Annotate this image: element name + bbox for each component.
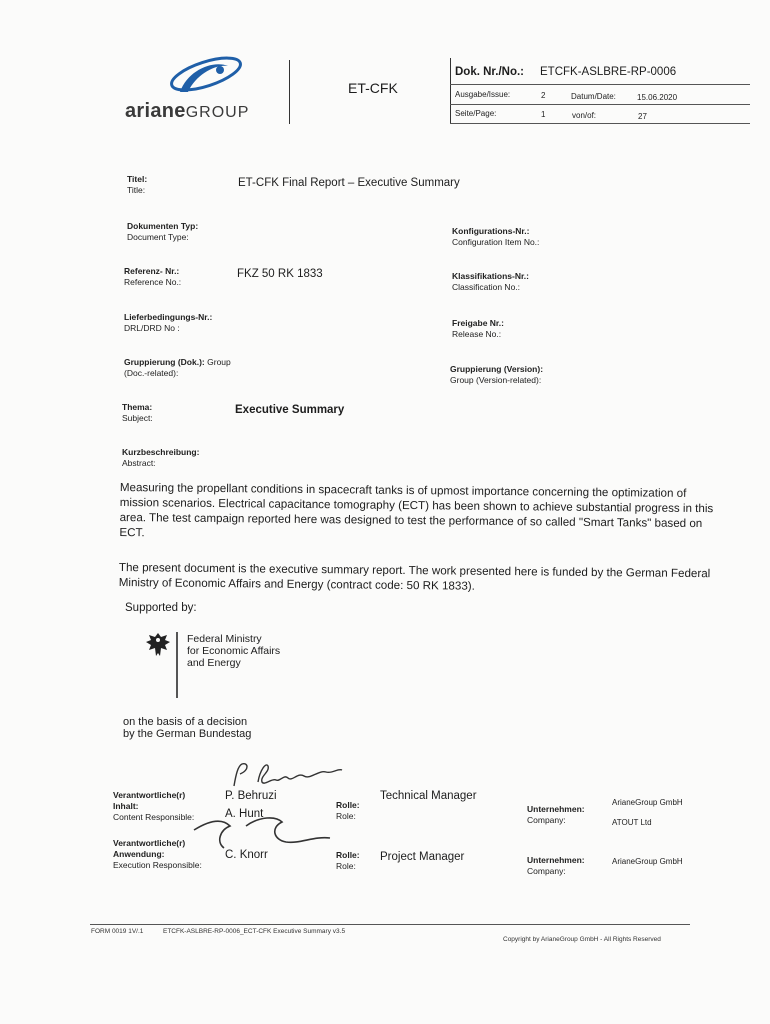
header-rule-2 [450, 104, 750, 105]
project-name: ET-CFK [348, 80, 398, 96]
exec-resp-label-de: Verantwortliche(r) [113, 838, 186, 848]
header-divider-left [289, 60, 290, 124]
logo-text-ariane: ariane [125, 100, 186, 122]
of-label: von/of: [572, 111, 597, 120]
ministry-line-2: for Economic Affairs [187, 645, 281, 657]
abstract-label-de: Kurzbeschreibung: [122, 447, 200, 457]
class-label-de: Klassifikations-Nr.: [452, 271, 529, 281]
drl-label-de: Lieferbedingungs-Nr.: [124, 312, 213, 322]
of-value: 27 [638, 112, 647, 121]
doctype-label-en: Document Type: [127, 232, 189, 242]
ministry-line-3: and Energy [187, 657, 241, 669]
role-label-de-1: Rolle: [336, 800, 360, 810]
ref-label-de: Referenz- Nr.: [124, 266, 180, 276]
footer-copyright: Copyright by ArianeGroup GmbH - All Rights Reserved [503, 936, 661, 943]
role-technical-manager: Technical Manager [380, 790, 477, 802]
group-label-suffix: Group [207, 357, 231, 367]
abstract-paragraph-2: The present document is the executive summary report. The work presented here is funded by the German Federal Ministry of Economic Affairs and Energy (contract code: 50 RK 1833). [118, 560, 711, 593]
ministry-line-1: Federal Ministry [187, 633, 262, 645]
issue-value: 2 [541, 91, 546, 100]
date-label: Datum/Date: [571, 92, 616, 101]
ministry-divider [176, 632, 178, 698]
class-label-en: Classification No.: [452, 282, 521, 292]
doctype-label-de: Dokumenten Typ: [127, 221, 199, 231]
drl-label-en: DRL/DRD No : [124, 323, 180, 333]
content-resp-label-de: Verantwortliche(r) [113, 790, 186, 800]
arianegroup-swoosh-icon [158, 52, 248, 102]
company-arianegroup-1: ArianeGroup GmbH [612, 798, 683, 807]
company-label-de-1: Unternehmen: [527, 804, 585, 814]
logo-text-group: GROUP [185, 104, 250, 121]
content-resp-label-de2: Inhalt: [113, 801, 139, 811]
date-value: 15.06.2020 [637, 93, 678, 102]
release-label-de: Freigabe Nr.: [452, 318, 504, 328]
header-rule-3 [450, 123, 750, 124]
content-resp-label-en: Content Responsible: [113, 812, 195, 822]
exec-resp-label-de2: Anwendung: [113, 849, 165, 859]
arianegroup-logo [125, 52, 285, 124]
abstract-label-en: Abstract: [122, 458, 156, 468]
config-label-de: Konfigurations-Nr.: [452, 226, 530, 236]
group-label-de: Gruppierung (Dok.): [124, 357, 205, 367]
config-label-en: Configuration Item No.: [452, 237, 540, 247]
subject-label-en: Subject: [122, 413, 153, 423]
title-value: ET-CFK Final Report – Executive Summary [238, 177, 460, 189]
supported-by: Supported by: [125, 602, 197, 614]
company-label-en-2: Company: [527, 866, 566, 876]
groupv-label-en: Group (Version-related): [450, 375, 542, 385]
federal-eagle-icon [143, 630, 173, 660]
page-value: 1 [541, 110, 546, 119]
footer-file: ETCFK-ASLBRE-RP-0006_ECT-CFK Executive Summary v3.5 [163, 928, 346, 935]
groupv-label-de: Gruppierung (Version): [450, 364, 544, 374]
role-label-en-2: Role: [336, 861, 356, 871]
header-divider-right [450, 58, 451, 124]
issue-label: Ausgabe/Issue: [455, 90, 511, 99]
footer-rule [90, 924, 690, 925]
page-label: Seite/Page: [455, 109, 497, 118]
decision-line-1: on the basis of a decision [123, 716, 248, 728]
title-label-de: Titel: [127, 174, 148, 184]
role-label-en-1: Role: [336, 811, 356, 821]
subject-value: Executive Summary [235, 404, 345, 416]
decision-line-2: by the German Bundestag [123, 728, 252, 740]
company-label-en-1: Company: [527, 815, 566, 825]
footer-form: FORM 0019 1V/.1 [91, 928, 144, 935]
name-hunt: A. Hunt [225, 808, 264, 820]
exec-resp-label-en: Execution Responsible: [113, 860, 202, 870]
abstract-paragraph-1: Measuring the propellant conditions in spacecraft tanks is of upmost importance concerning the optimization of mission scenarios. Electrical capacitance tomography (ECT) has been shown to achieve substantial progress in this area. The test campaign reported here was designed to test the performance of so called "Smart Tanks" based on ECT. [119, 480, 714, 540]
company-arianegroup-2: ArianeGroup GmbH [612, 857, 683, 866]
header-rule-1 [450, 84, 750, 85]
group-label-en: (Doc.-related): [124, 368, 179, 378]
signature-behruzi [228, 760, 348, 792]
company-label-de-2: Unternehmen: [527, 855, 585, 865]
doc-no-value: ETCFK-ASLBRE-RP-0006 [540, 66, 677, 78]
ref-value: FKZ 50 RK 1833 [237, 268, 323, 280]
doc-no-label: Dok. Nr./No.: [455, 66, 525, 78]
ref-label-en: Reference No.: [124, 277, 182, 287]
name-behruzi: P. Behruzi [225, 790, 277, 802]
release-label-en: Release No.: [452, 329, 502, 339]
role-project-manager: Project Manager [380, 851, 465, 863]
subject-label-de: Thema: [122, 402, 153, 412]
role-label-de-2: Rolle: [336, 850, 360, 860]
company-atout: ATOUT Ltd [612, 818, 652, 827]
name-knorr: C. Knorr [225, 849, 268, 861]
title-label-en: Title: [127, 185, 146, 195]
